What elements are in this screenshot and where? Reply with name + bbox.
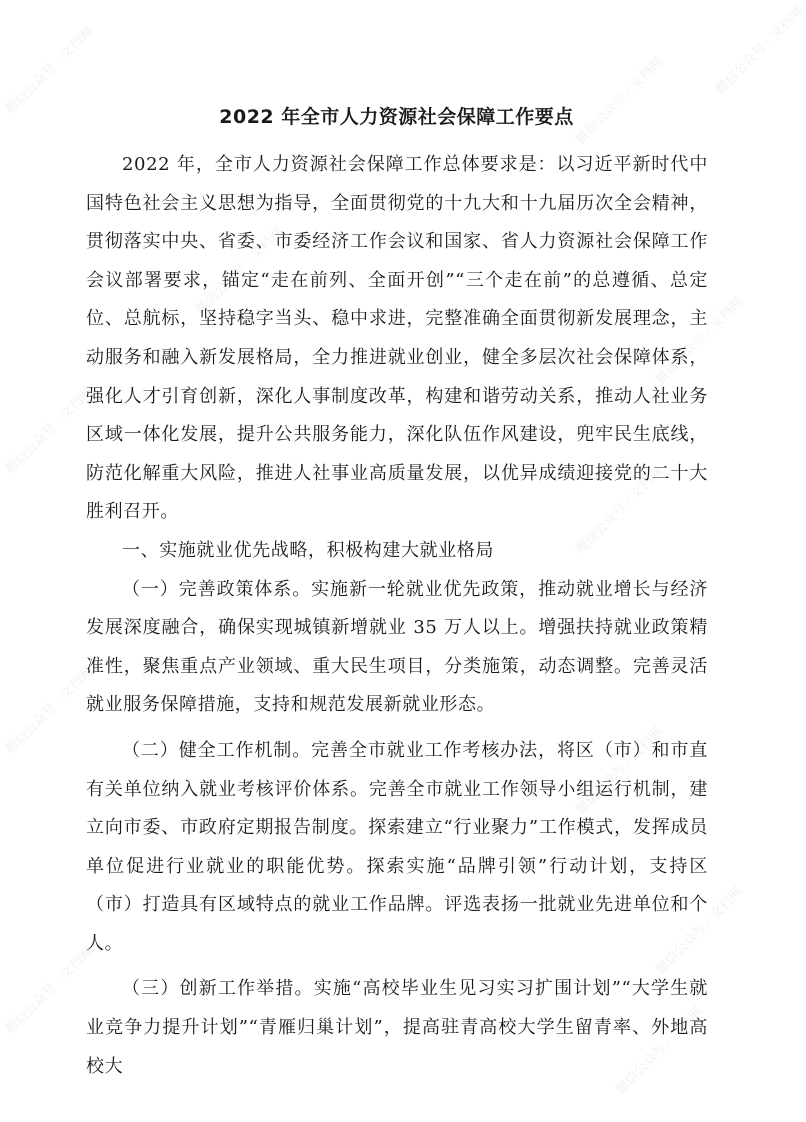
watermark: 微信公众号 · 文档网: [653, 884, 747, 978]
watermark: 微信公众号 · 文档网: [193, 224, 287, 318]
subsection-paragraph-1: （一）完善政策体系。实施新一轮就业优先政策，推动就业增长与经济发展深度融合，确保实现城镇新增就业 35 万人以上。增强扶持就业政策精准性，聚焦重点产业领域、重大民生项目，分类施策，动态调整。完善灵活就业服务保障措施，支持和规范发展新就业形态。: [86, 578, 708, 716]
watermark: 微信公众号 · 文档网: [713, 4, 806, 98]
watermark: 微信公众号 · 文档网: [3, 24, 97, 118]
watermark: 微信公众号 · 文档网: [3, 384, 97, 478]
paragraph-gap: [86, 963, 708, 970]
watermark: 微信公众号 · 文档网: [613, 1004, 707, 1098]
section-heading: 一、实施就业优先战略，积极构建大就业格局: [122, 539, 494, 561]
watermark: 微信公众号 · 文档网: [653, 294, 747, 388]
watermark: 微信公众号 · 文档网: [573, 464, 667, 558]
subsection-paragraph-2: （二）健全工作机制。完善全市就业工作考核办法，将区（市）和市直有关单位纳入就业考核评价体系。完善全市就业工作领导小组运行机制，建立向市委、市政府定期报告制度。探索建立“行业聚力”工作模式，发挥成员单位促进行业就业的职能优势。探索实施“品牌引领”行动计划，支持区（市）打造具有区域特点的就业工作品牌。评选表扬一批就业先进单位和个人。: [86, 739, 708, 954]
watermark: 微信公众号 · 文档网: [573, 724, 667, 818]
document-title: 2022 年全市人力资源社会保障工作要点: [219, 106, 574, 128]
watermark: 微信公众号 · 文档网: [3, 664, 97, 758]
watermark: 微信公众号 · 文档网: [573, 54, 667, 148]
paragraph-gap: [86, 725, 708, 732]
watermark: 微信公众号 · 文档网: [3, 944, 97, 1038]
intro-paragraph: 2022 年，全市人力资源社会保障工作总体要求是：以习近平新时代中国特色社会主义思想为指导，全面贯彻党的十九大和十九届历次全会精神，贯彻落实中央、省委、市委经济工作会议和国家、省人力资源社会保障工作会议部署要求，锚定“走在前列、全面开创”“三个走在前”的总遵循、总定位、总航标，坚持稳字当头、稳中求进，完整准确全面贯彻新发展理念，主动服务和融入新发展格局，全力推进就业创业，健全多层次社会保障体系，强化人才引育创新，深化人事制度改革，构建和谐劳动关系，推动人社业务区域一体化发展，提升公共服务能力，深化队伍作风建设，兜牢民生底线，防范化解重大风险，推进人社事业高质量发展，以优异成绩迎接党的二十大胜利召开。: [86, 154, 708, 523]
document-body: [86, 146, 708, 1086]
subsection-paragraph-3: （三）创新工作举措。实施“高校毕业生见习实习扩围计划”“大学生就业竞争力提升计划”“青雁归巢计划”，提高驻青高校大学生留青率、外地高校大: [86, 978, 708, 1077]
